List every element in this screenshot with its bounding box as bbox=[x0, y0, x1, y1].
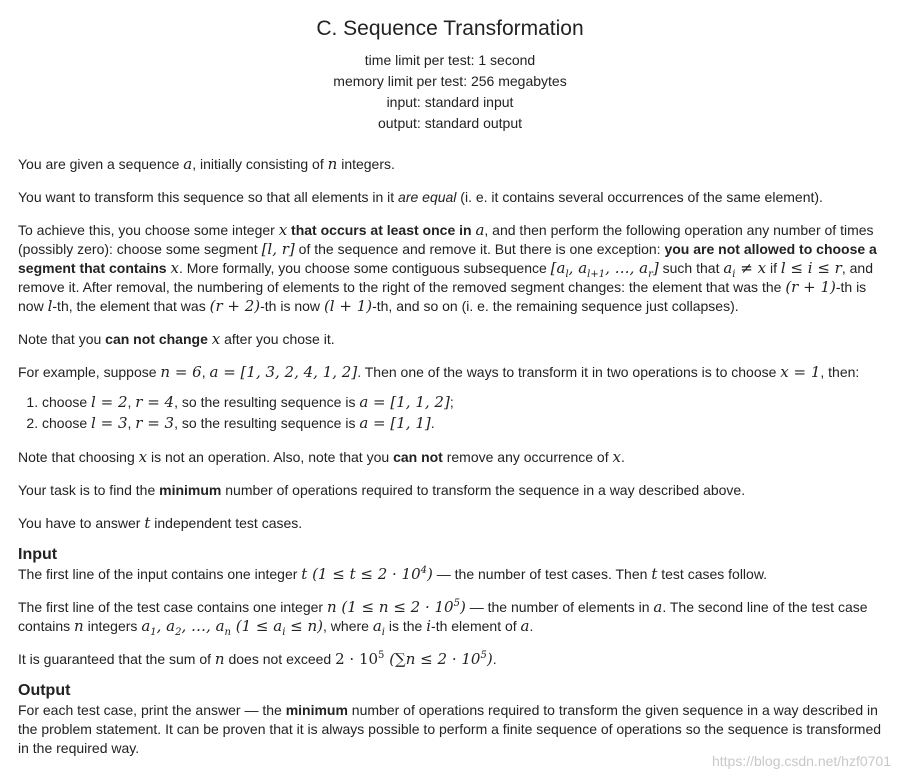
statement-paragraph bbox=[18, 330, 882, 349]
text: -th, and so on (i. e. the remaining sequence just collapses). bbox=[372, 298, 739, 314]
math-sub: l bbox=[565, 269, 569, 280]
math: l ≤ i ≤ r bbox=[780, 259, 842, 277]
math: a = [1, 3, 2, 4, 1, 2] bbox=[209, 363, 358, 381]
text: For example, suppose bbox=[18, 364, 161, 380]
math-sup: 4 bbox=[420, 565, 428, 576]
text: , and remove it. After removal, the numbering of elements to the right of the removed segment changes: the element that was the bbox=[18, 260, 873, 295]
math-part: (∑n ≤ 2 · 10 bbox=[384, 650, 481, 668]
statement-paragraph bbox=[18, 448, 882, 467]
text: remove any occurrence of bbox=[442, 449, 613, 465]
math: x bbox=[612, 448, 621, 466]
statement-paragraph bbox=[18, 188, 882, 207]
math-part: ) bbox=[427, 565, 433, 583]
math-part: , a bbox=[156, 617, 176, 635]
math bbox=[384, 650, 492, 668]
text: integers. bbox=[337, 156, 395, 172]
math: a bbox=[475, 221, 485, 239]
text: -th is now bbox=[260, 298, 324, 314]
text: if bbox=[766, 260, 781, 276]
text: To achieve this, you choose some integer bbox=[18, 222, 279, 238]
text: The first line of the input contains one integer bbox=[18, 566, 302, 582]
time-limit-value: 1 second bbox=[478, 52, 536, 68]
math-part: 2 · 10 bbox=[335, 650, 379, 668]
math-part: ) bbox=[486, 650, 493, 668]
math bbox=[723, 259, 767, 280]
math: x bbox=[278, 221, 288, 239]
math-part: , a bbox=[568, 259, 588, 277]
math: a bbox=[520, 617, 530, 635]
math-sub: 2 bbox=[175, 627, 182, 638]
text: is not an operation. Also, note that you bbox=[147, 449, 394, 465]
text: — the number of test cases. Then bbox=[432, 566, 652, 582]
text: . bbox=[430, 415, 435, 431]
problem-header bbox=[18, 14, 882, 134]
text: . bbox=[529, 618, 534, 634]
text: , so the resulting sequence is bbox=[174, 394, 360, 410]
text: You are given a sequence bbox=[18, 156, 184, 172]
output-paragraph bbox=[18, 701, 882, 758]
input-paragraph bbox=[18, 598, 882, 636]
text: You have to answer bbox=[18, 515, 145, 531]
text: number of operations required to transform the sequence in a way described above. bbox=[221, 482, 746, 498]
math bbox=[372, 617, 385, 638]
math-sub: l+1 bbox=[587, 269, 606, 280]
input-file bbox=[18, 92, 882, 113]
text: number of operations required to transform the given sequence in a way described in the problem statement. It can be proven that it is always possible to perform a finite sequence of operations so the sequence is transformed in the required way. bbox=[18, 702, 882, 756]
text: , and then perform the following operation any number of times (possibly zero): choose some segment bbox=[18, 222, 874, 257]
list-item bbox=[42, 392, 882, 413]
problem-statement bbox=[18, 14, 882, 758]
output-label: output: bbox=[377, 115, 421, 131]
input-paragraph bbox=[18, 650, 882, 669]
statement-paragraph bbox=[18, 514, 882, 533]
math-part: ≠ x bbox=[735, 259, 767, 277]
statement-paragraph bbox=[18, 481, 882, 500]
text: , then: bbox=[820, 364, 860, 380]
math: a bbox=[183, 155, 193, 173]
output-heading: Output bbox=[18, 682, 71, 699]
bold-text: minimum bbox=[159, 482, 222, 498]
math-part: a bbox=[723, 259, 733, 277]
math: x bbox=[138, 448, 148, 466]
input-label: input: bbox=[386, 94, 421, 110]
math-part: ) bbox=[459, 598, 466, 616]
text: ; bbox=[449, 394, 454, 410]
math bbox=[230, 617, 324, 638]
math: x bbox=[211, 330, 221, 348]
bold-text: you are not allowed to choose a segment that contains bbox=[18, 241, 877, 276]
math: a = [1, 1, 2] bbox=[359, 393, 450, 411]
problem-title: C. Sequence Transformation bbox=[316, 17, 584, 40]
text: -th, the element that was bbox=[52, 298, 210, 314]
math: i bbox=[426, 617, 432, 635]
memory-limit-label: memory limit per test: bbox=[333, 73, 468, 89]
text: . More formally, you choose some contiguous subsequence bbox=[178, 260, 551, 276]
text: . bbox=[620, 449, 625, 465]
math bbox=[141, 617, 231, 638]
text: Note that you bbox=[18, 331, 106, 347]
math: r = 3 bbox=[135, 414, 175, 432]
math-sup: 5 bbox=[480, 650, 487, 661]
input-paragraph bbox=[18, 565, 882, 584]
math bbox=[550, 259, 659, 280]
math-sub: 1 bbox=[150, 627, 157, 638]
math: l = 3 bbox=[91, 414, 128, 432]
text: . The second line of the test case contains bbox=[18, 599, 868, 634]
math-part: , …, a bbox=[181, 617, 225, 635]
bold-text: minimum bbox=[285, 702, 348, 718]
memory-limit bbox=[18, 71, 882, 92]
math-part: a bbox=[141, 617, 151, 635]
input-heading: Input bbox=[18, 546, 58, 563]
math: n bbox=[214, 650, 225, 668]
memory-limit-value: 256 megabytes bbox=[470, 73, 567, 89]
bold-text: that occurs at least once in bbox=[287, 222, 476, 238]
math bbox=[307, 565, 433, 583]
text: Note that choosing bbox=[18, 449, 139, 465]
text: , where bbox=[323, 618, 373, 634]
math: n bbox=[74, 617, 84, 635]
text: -th element of bbox=[431, 618, 521, 634]
math: (l + 1) bbox=[323, 297, 373, 315]
math-sub: r bbox=[648, 269, 653, 280]
math-part: [a bbox=[550, 259, 566, 277]
math-part: (1 ≤ n ≤ 2 · 10 bbox=[336, 598, 454, 616]
math: r = 4 bbox=[135, 393, 175, 411]
math bbox=[337, 598, 466, 616]
text: , bbox=[127, 394, 136, 410]
output-file bbox=[18, 113, 882, 134]
text: Your task is to find the bbox=[18, 482, 160, 498]
math: x = 1 bbox=[780, 363, 821, 381]
math: a = [1, 1] bbox=[359, 414, 431, 432]
math: t bbox=[301, 565, 308, 583]
time-limit-label: time limit per test: bbox=[364, 52, 475, 68]
time-limit bbox=[18, 50, 882, 71]
text: . bbox=[492, 651, 497, 667]
math bbox=[335, 650, 384, 668]
math: l = 2 bbox=[91, 393, 128, 411]
emphasis: are equal bbox=[398, 189, 457, 205]
text: integers bbox=[83, 618, 142, 634]
output-value: standard output bbox=[424, 115, 522, 131]
list-item bbox=[42, 413, 882, 434]
text: The first line of the test case contains one integer bbox=[18, 599, 327, 615]
math-part: a bbox=[372, 617, 382, 635]
text: after you chose it. bbox=[220, 331, 335, 347]
math-sub: i bbox=[381, 627, 385, 638]
math: (r + 1) bbox=[785, 278, 836, 296]
math: [l, r] bbox=[261, 240, 295, 258]
text: does not exceed bbox=[224, 651, 336, 667]
text: (i. e. it contains several occurrences of the same element). bbox=[456, 189, 823, 205]
math: n = 6 bbox=[160, 363, 202, 381]
math-sub: i bbox=[732, 269, 736, 280]
math-sub: i bbox=[282, 627, 286, 638]
math: n bbox=[327, 155, 338, 173]
math-sup: 5 bbox=[453, 598, 460, 609]
statement-paragraph bbox=[18, 155, 882, 174]
statement-paragraph bbox=[18, 363, 882, 382]
watermark-url: https://blog.csdn.net/hzf0701 bbox=[711, 753, 891, 769]
text: , so the resulting sequence is bbox=[174, 415, 360, 431]
text: — the number of elements in bbox=[465, 599, 654, 615]
math: x bbox=[170, 259, 179, 277]
math: a bbox=[653, 598, 663, 616]
text: of the sequence and remove it. But there is one exception: bbox=[294, 241, 665, 257]
math-part: (1 ≤ t ≤ 2 · 10 bbox=[307, 565, 421, 583]
text: It is guaranteed that the sum of bbox=[18, 651, 215, 667]
text: independent test cases. bbox=[150, 515, 303, 531]
math-part: , …, a bbox=[605, 259, 649, 277]
text: -th is now bbox=[18, 279, 867, 314]
text: test cases follow. bbox=[657, 566, 768, 582]
input-value: standard input bbox=[424, 94, 514, 110]
math: (r + 2) bbox=[209, 297, 261, 315]
bold-text: can not bbox=[393, 449, 443, 465]
text: is the bbox=[384, 618, 427, 634]
text: You want to transform this sequence so that all elements in it bbox=[18, 189, 399, 205]
math-sub: n bbox=[224, 627, 231, 638]
text: choose bbox=[42, 394, 92, 410]
text: such that bbox=[658, 260, 724, 276]
statement-paragraph bbox=[18, 221, 882, 316]
math: t bbox=[651, 565, 658, 583]
text: , initially consisting of bbox=[192, 156, 328, 172]
text: For each test case, print the answer — the bbox=[18, 702, 286, 718]
math: n bbox=[326, 598, 337, 616]
math-part: ≤ n) bbox=[285, 617, 324, 635]
bold-text: can not change bbox=[105, 331, 212, 347]
text: , bbox=[127, 415, 136, 431]
math-part: ] bbox=[652, 259, 659, 277]
math-part: (1 ≤ a bbox=[230, 617, 283, 635]
math: t bbox=[144, 514, 151, 532]
math: l bbox=[47, 297, 53, 315]
text: , bbox=[201, 364, 210, 380]
text: choose bbox=[42, 415, 92, 431]
text: . Then one of the ways to transform it in two operations is to choose bbox=[357, 364, 781, 380]
math-sup: 5 bbox=[378, 650, 385, 661]
example-steps-list bbox=[18, 392, 882, 434]
